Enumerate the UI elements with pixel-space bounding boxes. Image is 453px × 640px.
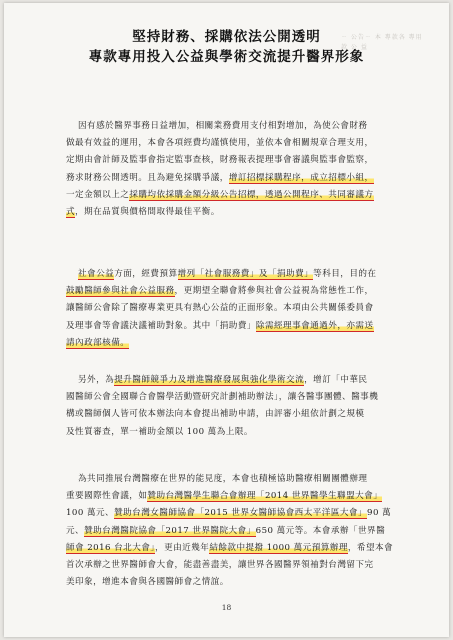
p1-line-6: 式，期在品質與價格間取得最佳平衡。 (66, 207, 220, 218)
highlight-added-budget-items: 增列「社會服務費」及「捐助費」 (177, 269, 314, 279)
p4-line-1: 為共同推展台灣醫療在世界的能見度，本會也積極協助醫療相關團體辦理 (78, 474, 368, 484)
highlight-tiered-tender: 採購均依採購金額分級公告招標，透過公開程序、共同審議方 (129, 189, 374, 200)
p1-line-2: 做最有效益的運用，本會各項經費均謹慎使用，並依本會相關規章合理支用， (66, 138, 374, 149)
highlight-procurement-procedure: 增訂招標採購程序，成立招標小組， (228, 172, 374, 183)
p2-line-3: 讓醫師公會除了醫療專業更具有熱心公益的正面形象。本項由公共關係委員會 (66, 303, 374, 314)
highlight-ministry-filing: 請內政部核備。 (66, 337, 130, 348)
paragraph-2 (66, 266, 394, 352)
highlight-hospital-congress: 贊助台灣醫院協會「2017 世界醫院大會」 (84, 525, 256, 536)
title-line-2: 專款專用投入公益與學術交流提升醫界形象 (88, 49, 365, 65)
page-number: 18 (221, 603, 232, 612)
highlight-encourage-participation: 鼓勵醫師參與社會公益服務 (66, 286, 175, 297)
document-page (4, 3, 449, 637)
p3-line-4: 及性質審查，單一補助金額以 100 萬為上限。 (66, 426, 253, 437)
p3-line-1: 另外，為提升醫師競爭力及增進醫療發展與強化學術交流，增訂「中華民 (78, 375, 368, 385)
highlight-student-federation: 贊助台灣醫學生聯合會辦理「2014 世界醫學生聯盟大會」 (147, 491, 383, 502)
p2-line-5 (66, 335, 394, 352)
p4-line-7: 美印象，增進本會與各國醫師會之情誼。 (66, 577, 229, 588)
highlight-wma-taipei: 師會 2016 台北大會」 (66, 542, 156, 553)
highlight-competitiveness: 提升醫師競爭力及增進醫療發展與強化學術交流 (114, 375, 305, 385)
bleed-through-text: ㄧ 公告ㄧ 本 專款各 專用 款 公 益 (341, 34, 423, 51)
p4-line-2: 重要國際性會議，如贊助台灣醫學生聯合會辦理「2014 世界醫學生聯盟大會」 (66, 491, 383, 502)
p1-line-5: 一定金額以上之採購均依採購金額分級公告招標，透過公開程序、共同審議方 (66, 189, 374, 200)
p2-line-4: 及理事會等會議決議補助對象。其中「捐助費」除需經理事會通過外，亦需送 (66, 320, 374, 331)
p4-line-3: 100 萬元、贊助台灣女醫師協會「2015 世界女醫師協會西太平洋區大會」90 萬 (66, 508, 392, 519)
p2-line-1: 社會公益方面，經費預算增列「社會服務費」及「捐助費」等科目，目的在 (78, 269, 377, 279)
paragraph-1 (66, 118, 394, 221)
highlight-social-welfare: 社會公益 (78, 269, 115, 279)
highlight-women-doctors: 贊助台灣女醫師協會「2015 世界女醫師協會西太平洋區大會」 (114, 508, 368, 519)
p1-line-4: 務求財務公開透明。且為避免採購爭議，增訂招標採購程序，成立招標小組， (66, 172, 374, 183)
p3-line-2: 國醫師公會全國聯合會醫學活動暨研究計劃補助辦法」，讓各醫事團體、醫事機 (66, 392, 379, 403)
highlight-board-approval: 除需經理事會通過外，亦需送 (255, 320, 374, 331)
p4-line-4: 元、贊助台灣醫院協會「2017 世界醫院大會」650 萬元等。本會承辦「世界醫 (66, 525, 386, 536)
p3-line-3: 構或醫師個人皆可依本辦法向本會提出補助申請，由評審小組依計劃之規模 (66, 409, 365, 420)
p4-line-5: 師會 2016 台北大會」，更由近幾年結餘款中提撥 1000 萬元預算辦理，希望本會 (66, 542, 394, 553)
p2-line-2: 鼓勵醫師參與社會公益服務，更期望全聯會將參與社會公益視為常態性工作， (66, 286, 374, 297)
p1-line-3: 定期由會計師及監事會指定監事查核，財務報表提理事會審議與監事會監察， (66, 155, 374, 166)
highlight-surplus-budget: 結餘款中提撥 1000 萬元預算辦理 (209, 542, 348, 553)
p1-line-1: 因有感於醫界事務日益增加，相關業務費用支付相對增加，為使公會財務 (78, 121, 368, 131)
paragraph-3 (66, 372, 394, 441)
paragraph-4 (66, 471, 394, 591)
p4-line-6: 首次承辦之世界醫師會大會，能盡善盡美，讓世界各國醫界領袖對台灣留下完 (66, 560, 374, 571)
title-line-1: 堅持財務、採購依法公開透明 (132, 29, 321, 45)
